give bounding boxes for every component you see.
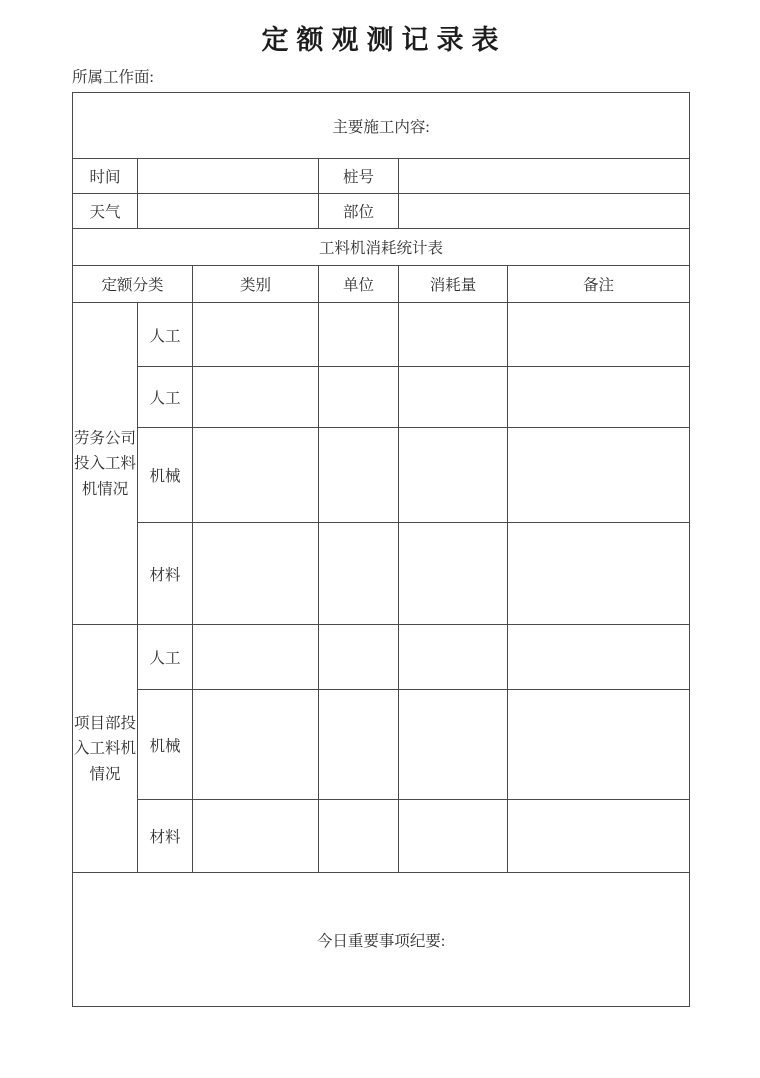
pile-number-label-cell: 桩号 bbox=[319, 159, 399, 194]
type-value-cell bbox=[193, 523, 319, 625]
record-table bbox=[72, 92, 690, 1007]
consumption-value-cell bbox=[399, 523, 508, 625]
col-header-quota-category: 定额分类 bbox=[73, 266, 193, 303]
col-header-consumption: 消耗量 bbox=[399, 266, 508, 303]
type-value-cell bbox=[193, 428, 319, 523]
weather-value-cell bbox=[138, 194, 319, 229]
consumption-value-cell bbox=[399, 690, 508, 800]
weather-label-cell: 天气 bbox=[73, 194, 138, 229]
type-value-cell bbox=[193, 367, 319, 428]
unit-value-cell bbox=[319, 367, 399, 428]
unit-value-cell bbox=[319, 800, 399, 873]
pile-number-value-cell bbox=[399, 159, 690, 194]
unit-value-cell bbox=[319, 523, 399, 625]
consumption-value-cell bbox=[399, 428, 508, 523]
location-value-cell bbox=[399, 194, 690, 229]
remark-value-cell bbox=[508, 428, 690, 523]
consumption-value-cell bbox=[399, 303, 508, 367]
time-label-cell: 时间 bbox=[73, 159, 138, 194]
stats-table-title: 工料机消耗统计表 bbox=[73, 229, 690, 266]
col-header-type: 类别 bbox=[193, 266, 319, 303]
col-header-remarks: 备注 bbox=[508, 266, 690, 303]
location-label-cell: 部位 bbox=[319, 194, 399, 229]
time-value-cell bbox=[138, 159, 319, 194]
unit-value-cell bbox=[319, 428, 399, 523]
subtype-cell: 人工 bbox=[138, 303, 193, 367]
subtype-cell: 人工 bbox=[138, 367, 193, 428]
notes-cell: 今日重要事项纪要: bbox=[73, 873, 690, 1007]
page-title: 定额观测记录表 bbox=[261, 25, 507, 55]
consumption-value-cell bbox=[399, 625, 508, 690]
remark-value-cell bbox=[508, 523, 690, 625]
unit-value-cell bbox=[319, 303, 399, 367]
unit-value-cell bbox=[319, 625, 399, 690]
workface-label: 所属工作面: bbox=[72, 69, 154, 87]
type-value-cell bbox=[193, 800, 319, 873]
type-value-cell bbox=[193, 690, 319, 800]
consumption-value-cell bbox=[399, 800, 508, 873]
remark-value-cell bbox=[508, 625, 690, 690]
section-category-cell-project-dept: 项目部投入工料机情况 bbox=[73, 625, 138, 873]
remark-value-cell bbox=[508, 367, 690, 428]
subtype-cell: 机械 bbox=[138, 690, 193, 800]
main-content-cell: 主要施工内容: bbox=[73, 93, 690, 159]
remark-value-cell bbox=[508, 303, 690, 367]
consumption-value-cell bbox=[399, 367, 508, 428]
unit-value-cell bbox=[319, 690, 399, 800]
subtype-cell: 人工 bbox=[138, 625, 193, 690]
subtype-cell: 机械 bbox=[138, 428, 193, 523]
remark-value-cell bbox=[508, 690, 690, 800]
section-category-cell-labor-company: 劳务公司投入工料机情况 bbox=[73, 303, 138, 625]
type-value-cell bbox=[193, 303, 319, 367]
subtype-cell: 材料 bbox=[138, 800, 193, 873]
type-value-cell bbox=[193, 625, 319, 690]
remark-value-cell bbox=[508, 800, 690, 873]
subtype-cell: 材料 bbox=[138, 523, 193, 625]
col-header-unit: 单位 bbox=[319, 266, 399, 303]
